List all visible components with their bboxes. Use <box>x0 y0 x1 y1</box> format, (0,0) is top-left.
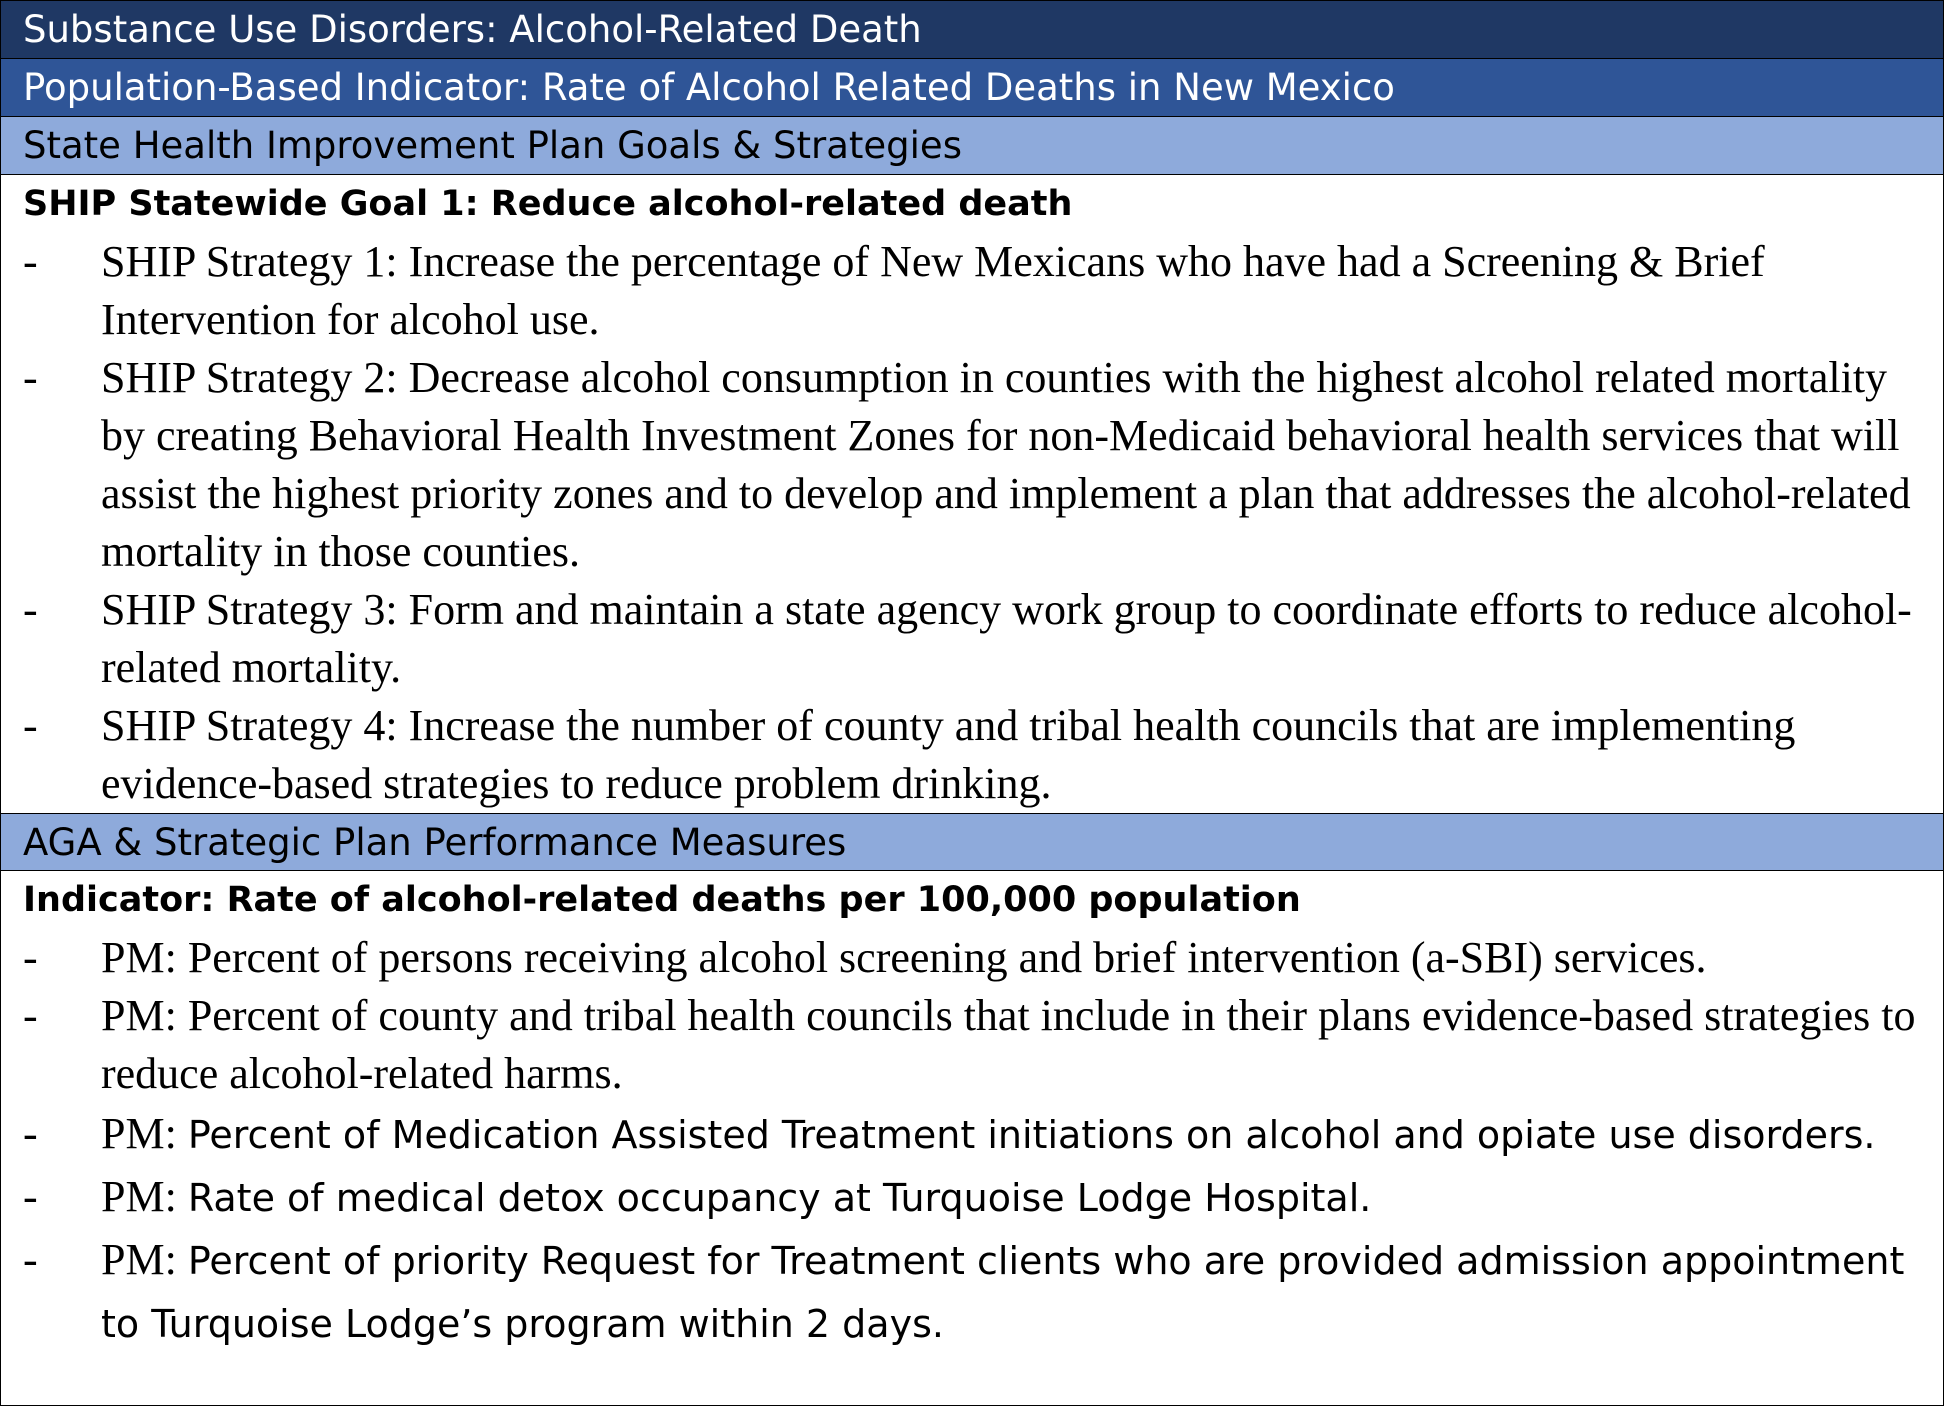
measure-text: Percent of persons receiving alcohol screening and brief intervention (a-SBI) services. <box>187 933 1707 982</box>
performance-measure-5 <box>1 1229 1943 1355</box>
strategy-text: SHIP Strategy 3: Form and maintain a state agency work group to coordinate efforts to reduce alcohol-related mortality. <box>101 585 1912 692</box>
bullet-dash: - <box>23 1172 38 1221</box>
bullet-dash: - <box>23 991 38 1040</box>
pm-prefix: PM: <box>101 933 177 982</box>
ship-strategy-4 <box>1 697 1943 813</box>
pm-prefix: PM: <box>101 991 177 1040</box>
pm-prefix: PM: <box>101 1109 177 1158</box>
performance-measure-4 <box>1 1166 1943 1229</box>
bullet-dash: - <box>23 1235 38 1284</box>
measure-text: Rate of medical detox occupancy at Turquoise Lodge Hospital. <box>187 1176 1372 1220</box>
strategy-text: SHIP Strategy 4: Increase the number of county and tribal health councils that are implementing evidence-based strategies to reduce problem drinking. <box>101 701 1796 808</box>
pm-prefix: PM: <box>101 1172 177 1221</box>
performance-measure-3 <box>1 1103 1943 1166</box>
performance-measure-1 <box>1 929 1943 987</box>
bullet-dash: - <box>23 353 38 402</box>
ship-goals-block <box>1 175 1943 813</box>
bullet-dash: - <box>23 701 38 750</box>
measure-text: Percent of county and tribal health councils that include in their plans evidence-based strategies to reduce alcohol-related harms. <box>101 991 1916 1098</box>
measure-text: Percent of Medication Assisted Treatment initiations on alcohol and opiate use disorders. <box>187 1113 1876 1157</box>
ship-section-header: State Health Improvement Plan Goals & Strategies <box>1 117 1943 175</box>
aga-indicator-heading: Indicator: Rate of alcohol-related deaths per 100,000 population <box>23 880 1301 920</box>
bullet-dash: - <box>23 933 38 982</box>
bullet-dash: - <box>23 237 38 286</box>
pm-prefix: PM: <box>101 1235 177 1284</box>
population-indicator-header: Population-Based Indicator: Rate of Alcohol Related Deaths in New Mexico <box>1 59 1943 117</box>
aga-measures-block <box>1 871 1943 1407</box>
strategy-text: SHIP Strategy 2: Decrease alcohol consumption in counties with the highest alcohol related mortality by creating Behavioral Health Investment Zones for non-Medicaid behavioral health services that will assist the highest priority zones and to develop and implement a plan that addresses the alcohol-related mortality in those counties. <box>101 353 1911 576</box>
ship-strategy-1 <box>1 233 1943 349</box>
bullet-dash: - <box>23 585 38 634</box>
performance-measure-2 <box>1 987 1943 1103</box>
measure-text: Percent of priority Request for Treatment clients who are provided admission appointment to Turquoise Lodge’s program within 2 days. <box>101 1239 1905 1346</box>
table-title: Substance Use Disorders: Alcohol-Related Death <box>1 1 1943 59</box>
ship-strategy-3 <box>1 581 1943 697</box>
bullet-dash: - <box>23 1109 38 1158</box>
strategy-text: SHIP Strategy 1: Increase the percentage of New Mexicans who have had a Screening & Brief Intervention for alcohol use. <box>101 237 1765 344</box>
ship-strategy-2 <box>1 349 1943 581</box>
ship-goal-heading: SHIP Statewide Goal 1: Reduce alcohol-related death <box>23 184 1073 224</box>
aga-section-header: AGA & Strategic Plan Performance Measures <box>1 813 1943 871</box>
